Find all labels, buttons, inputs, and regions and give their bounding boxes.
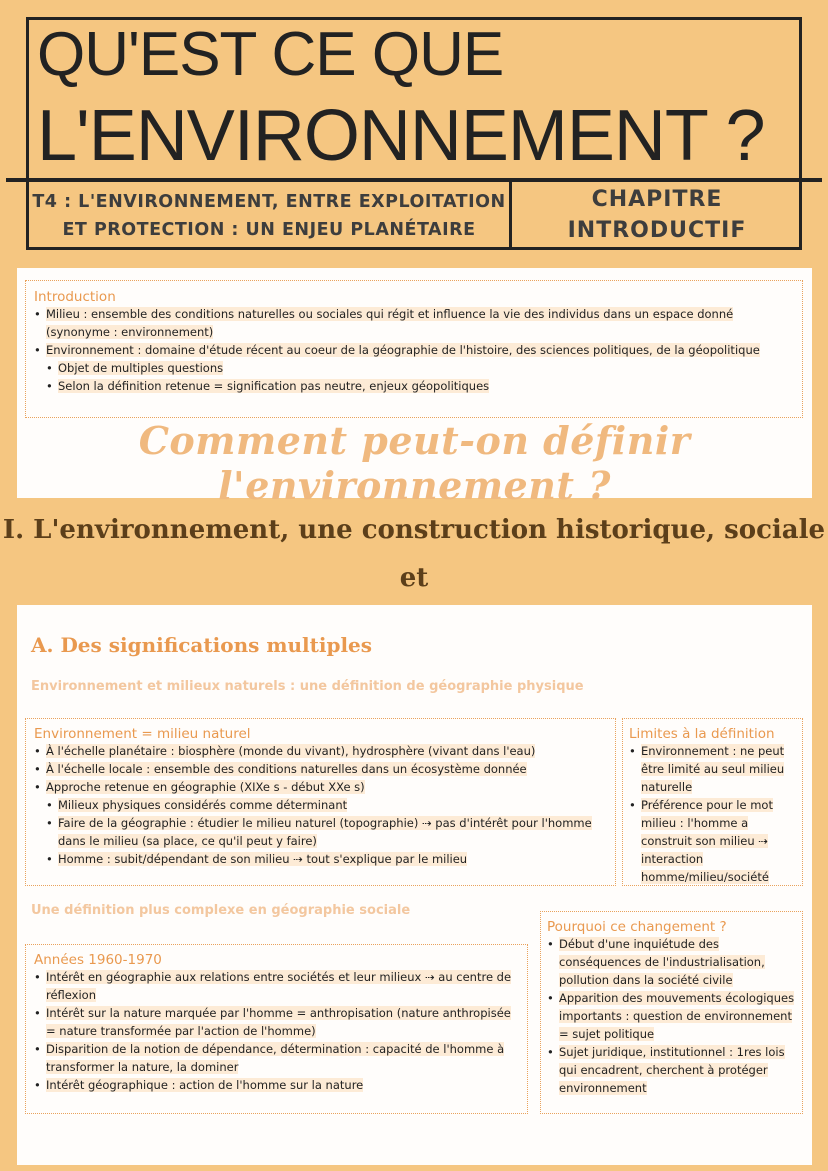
limites-box bbox=[622, 718, 803, 886]
list-item: • Environnement : domaine d'étude récent au coeur de la géographie de l'histoire, des sciences politiques, de la géopolitique bbox=[34, 341, 794, 359]
section-title-line1: I. L'environnement, une construction historique, sociale et bbox=[2, 515, 826, 593]
list-item: • Intérêt sur la nature marquée par l'homme = anthropisation (nature anthropisée = nature transformée par l'action de l'homme) bbox=[34, 1004, 519, 1040]
list-item: • Milieu : ensemble des conditions naturelles ou sociales qui régit et influence la vie des individus dans un espace donné (synonyme : environnement) bbox=[34, 305, 794, 341]
list-item: • Début d'une inquiétude des conséquences de l'industrialisation, pollution dans la société civile bbox=[547, 935, 796, 989]
list-item: • Environnement : ne peut être limité au seul milieu naturelle bbox=[629, 742, 796, 796]
list-item: • Milieux physiques considérés comme déterminant bbox=[34, 796, 607, 814]
list-item: • Disparition de la notion de dépendance, détermination : capacité de l'homme à transformer la nature, la dominer bbox=[34, 1040, 519, 1076]
problem-question: Comment peut-on définir l'environnement ? bbox=[138, 418, 691, 508]
list-item: • À l'échelle planétaire : biosphère (monde du vivant), hydrosphère (vivant dans l'eau) bbox=[34, 742, 607, 760]
theme-label bbox=[29, 188, 509, 244]
pourquoi-list bbox=[547, 935, 796, 1097]
limites-label: Limites à la définition bbox=[629, 726, 775, 742]
list-item: • Intérêt géographique : action de l'homme sur la nature bbox=[34, 1076, 519, 1094]
intro-label: Introduction bbox=[34, 289, 116, 305]
chapter-label bbox=[512, 184, 802, 246]
title-box bbox=[26, 17, 802, 179]
limites-list bbox=[629, 742, 796, 886]
chapter-line1: CHAPITRE bbox=[591, 187, 723, 212]
list-item: • Selon la définition retenue = signification pas neutre, enjeux géopolitiques bbox=[34, 377, 794, 395]
chapter-line2: INTRODUCTIF bbox=[567, 218, 747, 243]
list-item: • Homme : subit/dépendant de son milieu ⇢ tout s'explique par le milieu bbox=[34, 850, 607, 868]
annees-label: Années 1960-1970 bbox=[34, 952, 162, 968]
intro-box bbox=[25, 280, 803, 418]
list-item: • Faire de la géographie : étudier le milieu naturel (topographie) ⇢ pas d'intérêt pour l'homme dans le milieu (sa place, ce qu'il peut y faire) bbox=[34, 814, 607, 850]
theme-line1: T4 : L'ENVIRONNEMENT, ENTRE EXPLOITATION bbox=[32, 192, 506, 212]
list-item: • Intérêt en géographie aux relations entre sociétés et leur milieux ⇢ au centre de réflexion bbox=[34, 968, 519, 1004]
theme-line2: ET PROTECTION : UN ENJEU PLANÉTAIRE bbox=[62, 220, 476, 240]
annees-box bbox=[25, 944, 528, 1114]
subtitle-box bbox=[26, 180, 802, 250]
list-item: • Objet de multiples questions bbox=[34, 359, 794, 377]
milieu-box bbox=[25, 718, 616, 886]
annees-list bbox=[34, 968, 519, 1094]
list-item: • À l'échelle locale : ensemble des conditions naturelles dans un écosystème donnée bbox=[34, 760, 607, 778]
pourquoi-box bbox=[540, 911, 803, 1114]
page-title-line1: QU'EST CE QUE bbox=[37, 20, 504, 89]
page-title-line2: L'ENVIRONNEMENT ? bbox=[37, 96, 765, 176]
subtitle-physique: Environnement et milieux naturels : une définition de géographie physique bbox=[31, 679, 584, 694]
list-item: • Préférence pour le mot milieu : l'homme a construit son milieu ⇢ interaction homme/milieu/société bbox=[629, 796, 796, 886]
list-item: • Apparition des mouvements écologiques importants : question de environnement = sujet politique bbox=[547, 989, 796, 1043]
part-a-panel bbox=[17, 605, 812, 1165]
milieu-list bbox=[34, 742, 607, 868]
milieu-label: Environnement = milieu naturel bbox=[34, 726, 251, 742]
list-item: • Sujet juridique, institutionnel : 1res lois qui encadrent, cherchent à protéger environnement bbox=[547, 1043, 796, 1097]
pourquoi-label: Pourquoi ce changement ? bbox=[547, 919, 727, 935]
list-item: • Approche retenue en géographie (XIXe s - début XXe s) bbox=[34, 778, 607, 796]
part-a-title: A. Des significations multiples bbox=[31, 633, 373, 657]
subtitle-sociale: Une définition plus complexe en géographie sociale bbox=[31, 903, 411, 918]
intro-list bbox=[34, 305, 794, 395]
